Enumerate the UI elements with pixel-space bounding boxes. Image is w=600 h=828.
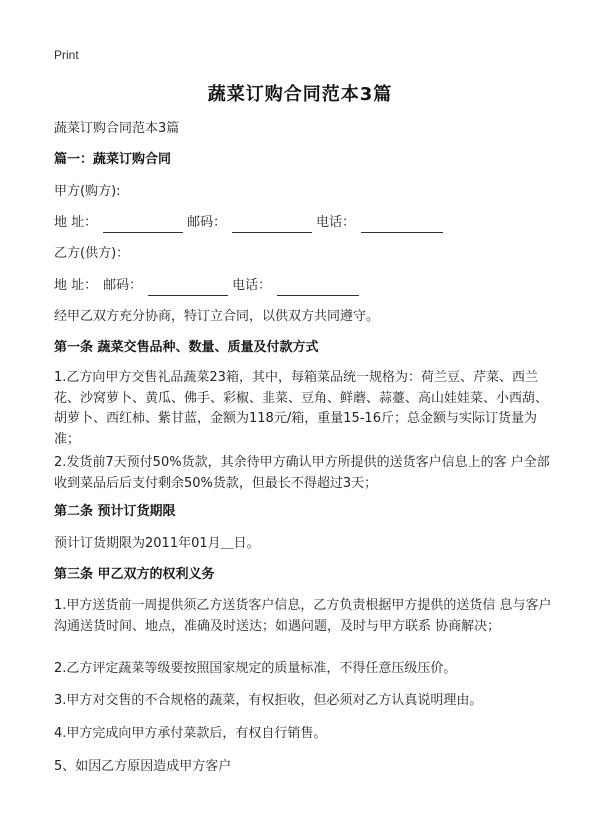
party-a-phone-label: 电话：: [316, 215, 356, 230]
party-b-info-row: [54, 276, 363, 296]
article-3-heading: 第三条 甲乙双方的权利义务: [54, 567, 215, 582]
party-a-phone-field[interactable]: [361, 217, 443, 233]
party-b-phone-field[interactable]: [277, 280, 359, 296]
party-b-phone-label: 电话：: [232, 278, 272, 293]
article-1-clause-2: 2.发货前7天预付50%货款，其余待甲方确认甲方所提供的送货客户信息上的客 户全部收到菜品后后支付剩余50%货款，但最长不得超过3天；: [54, 455, 550, 491]
party-a-info-row: [54, 213, 447, 233]
article-3-clause-2: 2.乙方评定蔬菜等级要按照国家规定的质量标准，不得任意压级压价。: [54, 661, 457, 676]
party-b-postcode-field[interactable]: [148, 280, 228, 296]
article-1-clause-1: 1.乙方向甲方交售礼品蔬菜23箱，其中，每箱菜品统一规格为：荷兰豆、芹菜、西兰花、沙窝萝卜、黄瓜、佛手、彩椒、韭菜、豆角、鲜蘑、蒜薹、高山娃娃菜、小西葫、胡萝卜、西红柿、紫甘蓝，金额为118元/箱，重量15-16斤；总金额与实际订货量为准；: [54, 370, 549, 447]
party-a-address-field[interactable]: [103, 217, 183, 233]
document-subtitle: 蔬菜订购合同范本3篇: [54, 121, 180, 136]
party-b-postcode-label: 邮码：: [103, 278, 143, 293]
article-2-heading: 第二条 预计订货期限: [54, 504, 176, 519]
article-3-clause-1: 1.甲方送货前一周提供须乙方送货客户信息，乙方负责根据甲方提供的送货信 息与客户沟通送货时间、地点，准确及时送达；如遇问题，及时与甲方联系 协商解决；: [54, 598, 552, 634]
party-a-postcode-label: 邮码：: [187, 215, 227, 230]
party-b-address-label: 地 址：: [54, 278, 98, 293]
party-a-postcode-field[interactable]: [232, 217, 312, 233]
print-link[interactable]: Print: [54, 48, 79, 62]
page-title: 蔬菜订购合同范本3篇: [207, 84, 393, 105]
article-3-clause-5: 5、如因乙方原因造成甲方客户: [54, 759, 232, 774]
party-a-label: 甲方(购方):: [54, 184, 121, 199]
intro-paragraph: 经甲乙双方充分协商，特订立合同，以供双方共同遵守。: [54, 309, 380, 324]
article-2-clause-1: 预计订货期限为2011年01月＿日。: [54, 536, 260, 551]
party-a-address-label: 地 址：: [54, 215, 98, 230]
article-3-clause-3: 3.甲方对交售的不合规格的蔬菜，有权拒收，但必须对乙方认真说明理由。: [54, 693, 483, 708]
part-heading: 篇一：蔬菜订购合同: [54, 152, 172, 167]
article-1-heading: 第一条 蔬菜交售品种、数量、质量及付款方式: [54, 340, 319, 355]
party-b-label: 乙方(供方)：: [54, 246, 130, 261]
article-3-clause-4: 4.甲方完成向甲方承付菜款后，有权自行销售。: [54, 726, 327, 741]
